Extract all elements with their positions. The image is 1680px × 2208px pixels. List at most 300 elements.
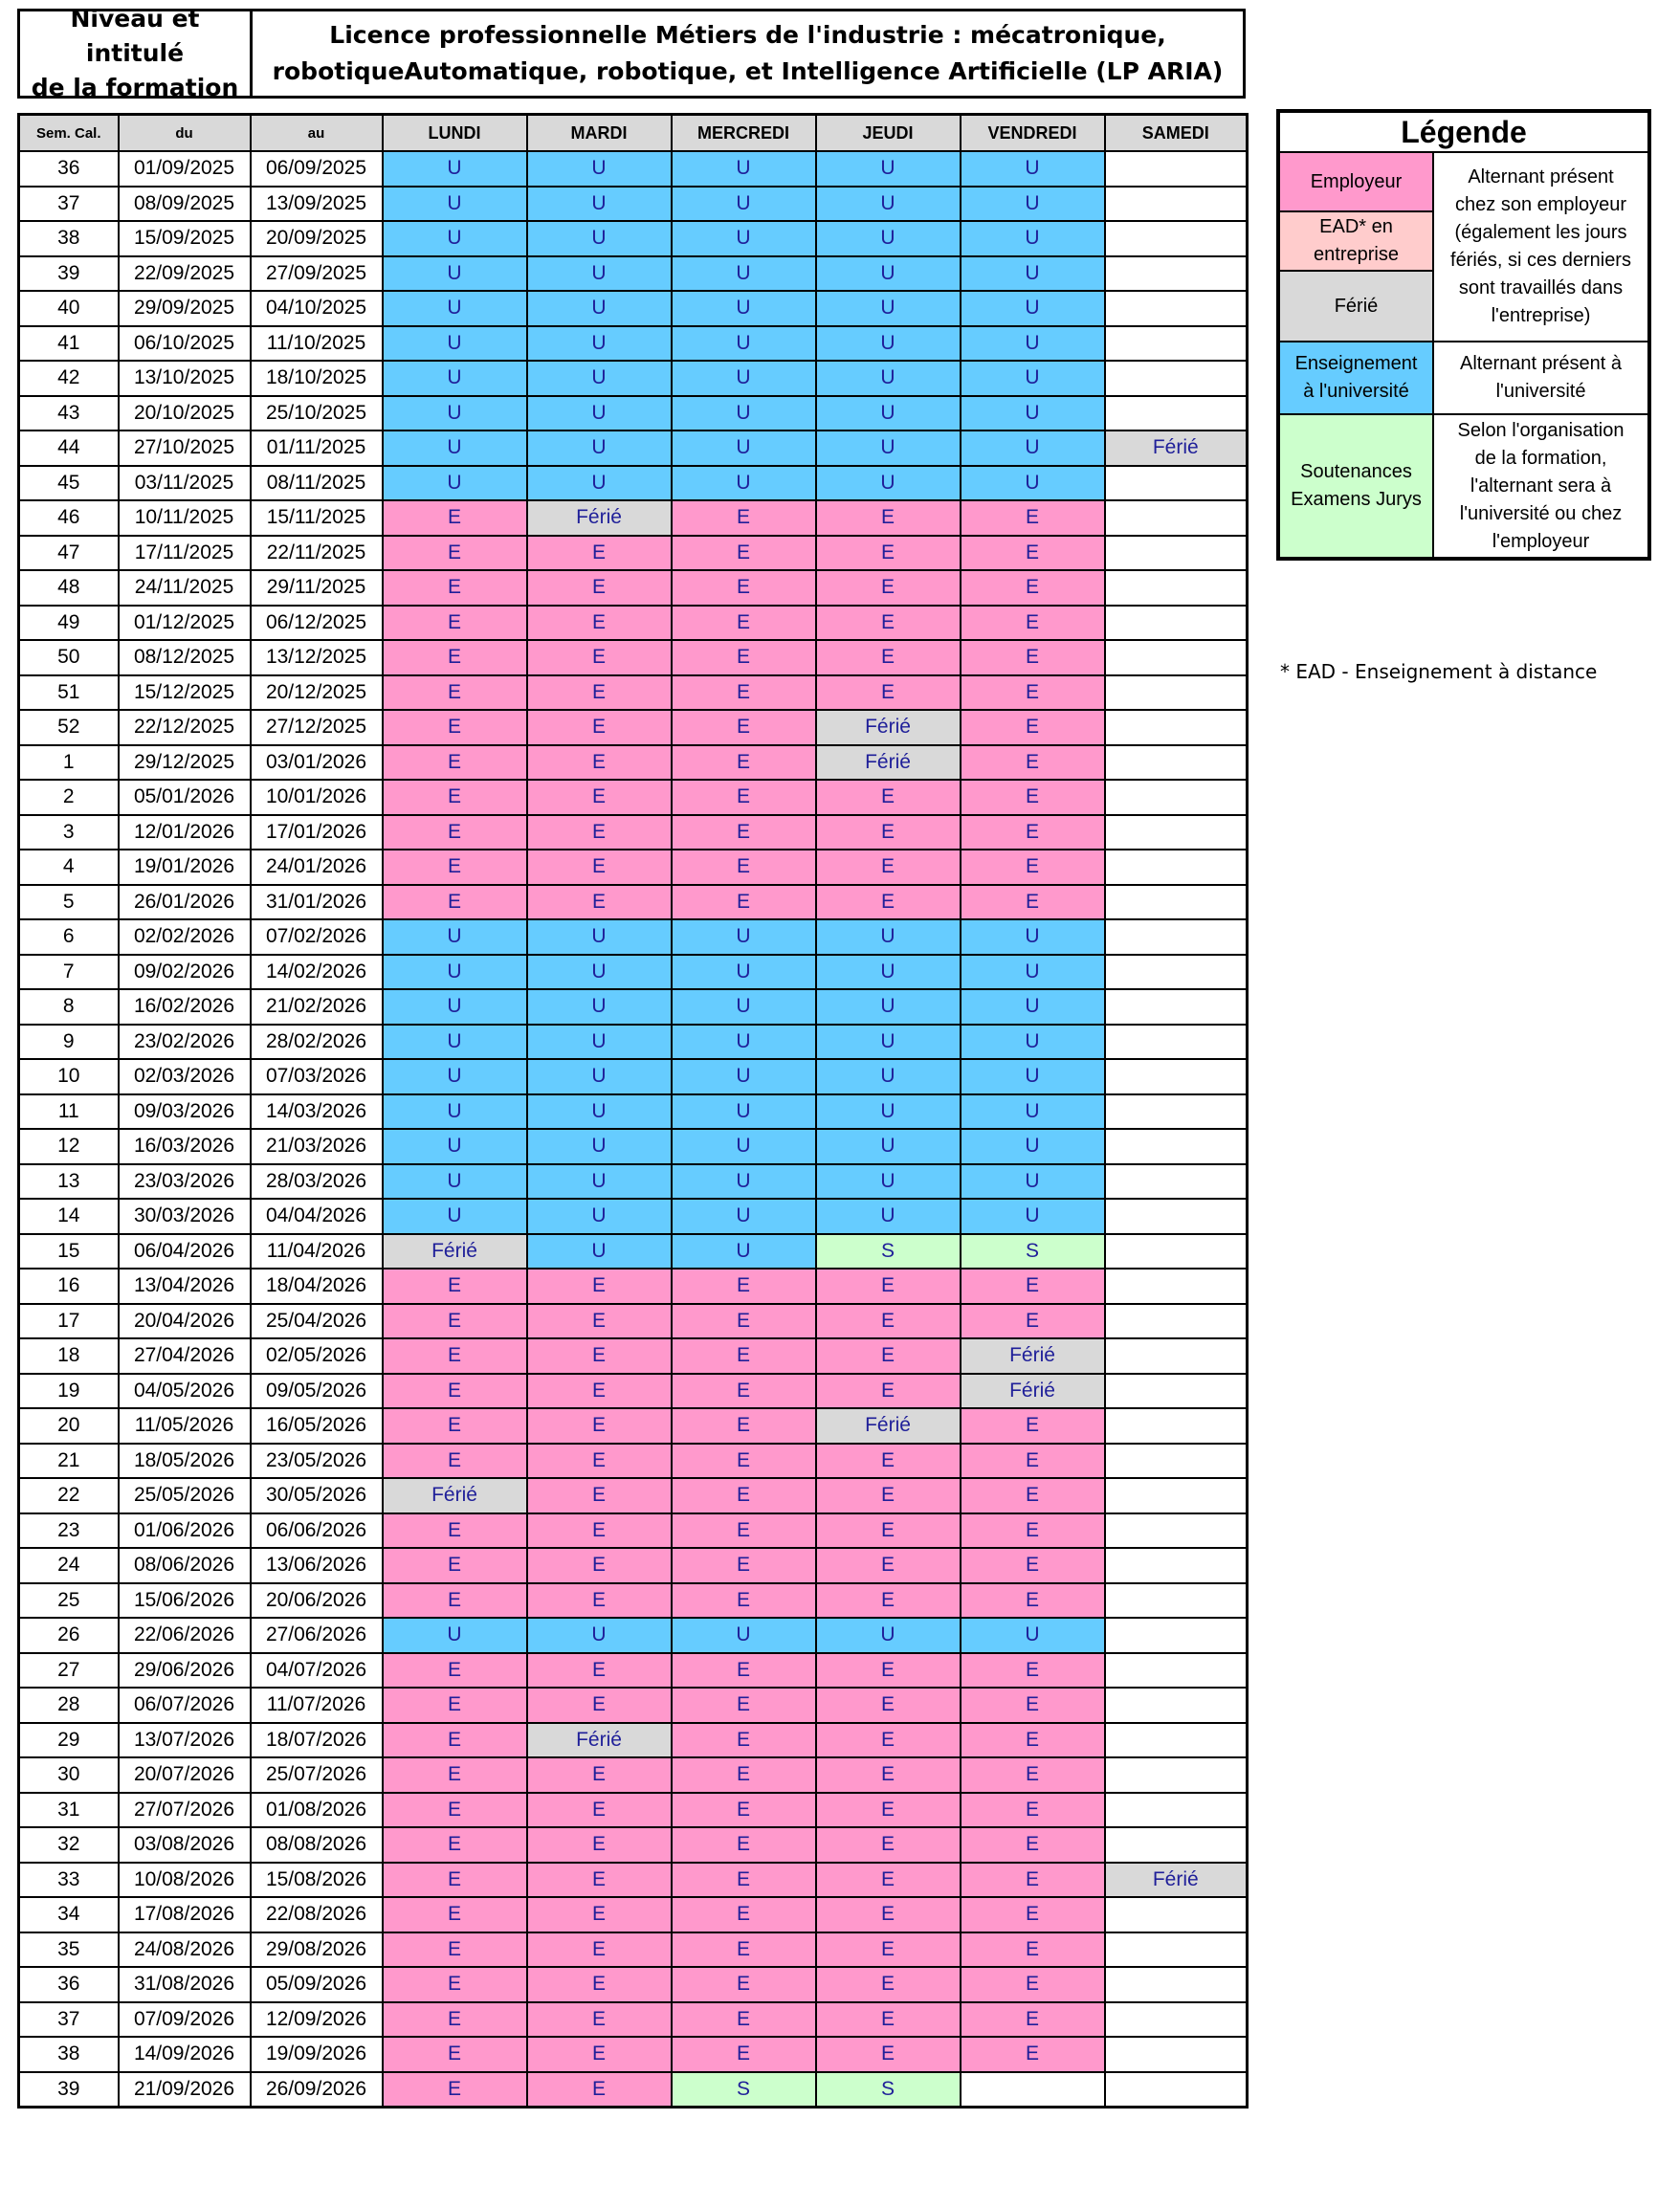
- date-from-cell: 09/02/2026: [119, 955, 251, 990]
- day-cell-jeudi: E: [816, 1653, 961, 1689]
- day-cell-jeudi: U: [816, 1025, 961, 1060]
- date-to-cell: 18/10/2025: [251, 361, 383, 396]
- date-from-cell: 27/04/2026: [119, 1338, 251, 1374]
- day-cell-vendredi: E: [961, 1548, 1105, 1583]
- day-cell-samedi: [1105, 256, 1248, 292]
- day-cell-lundi: U: [383, 466, 527, 501]
- day-cell-mercredi: E: [672, 1374, 816, 1409]
- week-number-cell: 22: [19, 1478, 119, 1513]
- table-row: [19, 1688, 1248, 1723]
- day-cell-vendredi: E: [961, 2037, 1105, 2072]
- col-header-samedi: SAMEDI: [1105, 115, 1248, 152]
- day-cell-mardi: U: [527, 1199, 672, 1234]
- day-cell-mardi: E: [527, 1863, 672, 1898]
- day-cell-jeudi: E: [816, 1757, 961, 1793]
- table-row: [19, 2037, 1248, 2072]
- day-cell-jeudi: U: [816, 291, 961, 326]
- week-number-cell: 20: [19, 1408, 119, 1444]
- date-from-cell: 14/09/2026: [119, 2037, 251, 2072]
- day-cell-mercredi: E: [672, 1444, 816, 1479]
- day-cell-mercredi: E: [672, 1338, 816, 1374]
- date-to-cell: 21/02/2026: [251, 989, 383, 1025]
- day-cell-jeudi: U: [816, 326, 961, 362]
- day-cell-lundi: E: [383, 1653, 527, 1689]
- day-cell-samedi: [1105, 1548, 1248, 1583]
- day-cell-mardi: E: [527, 2002, 672, 2038]
- table-row: [19, 466, 1248, 501]
- day-cell-mardi: E: [527, 640, 672, 675]
- day-cell-vendredi: E: [961, 1897, 1105, 1932]
- table-row: [19, 745, 1248, 781]
- day-cell-jeudi: U: [816, 919, 961, 955]
- day-cell-samedi: [1105, 1618, 1248, 1653]
- date-to-cell: 24/01/2026: [251, 850, 383, 885]
- col-header-jeudi: JEUDI: [816, 115, 961, 152]
- table-row: [19, 1304, 1248, 1339]
- date-to-cell: 11/07/2026: [251, 1688, 383, 1723]
- day-cell-mercredi: U: [672, 1199, 816, 1234]
- table-row: [19, 291, 1248, 326]
- table-row: [19, 2002, 1248, 2038]
- date-from-cell: 15/06/2026: [119, 1583, 251, 1619]
- legend-ferie-label: Férié: [1334, 295, 1379, 317]
- day-cell-jeudi: U: [816, 221, 961, 256]
- date-to-cell: 11/04/2026: [251, 1234, 383, 1270]
- day-cell-vendredi: U: [961, 396, 1105, 431]
- date-to-cell: 07/02/2026: [251, 919, 383, 955]
- day-cell-mercredi: U: [672, 919, 816, 955]
- week-number-cell: 21: [19, 1444, 119, 1479]
- table-row: [19, 361, 1248, 396]
- date-to-cell: 04/04/2026: [251, 1199, 383, 1234]
- week-number-cell: 26: [19, 1618, 119, 1653]
- legend-soutenances-desc-line: l'alternant sera à: [1470, 475, 1612, 497]
- day-cell-samedi: [1105, 1513, 1248, 1549]
- week-number-cell: 50: [19, 640, 119, 675]
- day-cell-samedi: [1105, 326, 1248, 362]
- day-cell-mercredi: E: [672, 1478, 816, 1513]
- day-cell-mardi: E: [527, 1688, 672, 1723]
- legend-soutenances-desc: [1433, 414, 1649, 559]
- table-row: [19, 1059, 1248, 1094]
- date-from-cell: 20/07/2026: [119, 1757, 251, 1793]
- day-cell-samedi: [1105, 500, 1248, 536]
- day-cell-samedi: [1105, 1793, 1248, 1828]
- day-cell-mercredi: E: [672, 1897, 816, 1932]
- date-from-cell: 01/09/2025: [119, 151, 251, 187]
- day-cell-mardi: E: [527, 675, 672, 711]
- day-cell-vendredi: U: [961, 466, 1105, 501]
- day-cell-vendredi: E: [961, 2002, 1105, 2038]
- date-to-cell: 08/08/2026: [251, 1827, 383, 1863]
- week-number-cell: 28: [19, 1688, 119, 1723]
- day-cell-vendredi: E: [961, 1408, 1105, 1444]
- day-cell-jeudi: E: [816, 1863, 961, 1898]
- day-cell-vendredi: U: [961, 1025, 1105, 1060]
- date-to-cell: 22/08/2026: [251, 1897, 383, 1932]
- date-from-cell: 11/05/2026: [119, 1408, 251, 1444]
- date-from-cell: 08/09/2025: [119, 187, 251, 222]
- day-cell-mercredi: S: [672, 2072, 816, 2108]
- day-cell-mercredi: U: [672, 151, 816, 187]
- day-cell-jeudi: E: [816, 500, 961, 536]
- date-to-cell: 03/01/2026: [251, 745, 383, 781]
- day-cell-jeudi: E: [816, 1478, 961, 1513]
- day-cell-lundi: E: [383, 1338, 527, 1374]
- day-cell-mercredi: E: [672, 1548, 816, 1583]
- date-from-cell: 01/12/2025: [119, 606, 251, 641]
- day-cell-mercredi: E: [672, 1827, 816, 1863]
- day-cell-mercredi: E: [672, 536, 816, 571]
- day-cell-mercredi: E: [672, 2037, 816, 2072]
- date-to-cell: 14/02/2026: [251, 955, 383, 990]
- day-cell-lundi: E: [383, 1793, 527, 1828]
- day-cell-mercredi: E: [672, 1723, 816, 1758]
- legend-table: [1276, 109, 1651, 561]
- day-cell-samedi: [1105, 1653, 1248, 1689]
- week-number-cell: 29: [19, 1723, 119, 1758]
- week-number-cell: 23: [19, 1513, 119, 1549]
- day-cell-lundi: U: [383, 989, 527, 1025]
- day-cell-mardi: U: [527, 955, 672, 990]
- table-row: [19, 187, 1248, 222]
- date-to-cell: 10/01/2026: [251, 780, 383, 815]
- day-cell-mardi: E: [527, 1478, 672, 1513]
- day-cell-samedi: [1105, 1059, 1248, 1094]
- day-cell-vendredi: E: [961, 1863, 1105, 1898]
- legend-ead-line2: entreprise: [1314, 244, 1399, 265]
- day-cell-jeudi: S: [816, 1234, 961, 1270]
- day-cell-vendredi: E: [961, 850, 1105, 885]
- day-cell-samedi: [1105, 640, 1248, 675]
- day-cell-jeudi: E: [816, 1444, 961, 1479]
- date-to-cell: 17/01/2026: [251, 815, 383, 850]
- day-cell-lundi: E: [383, 2037, 527, 2072]
- day-cell-samedi: [1105, 1688, 1248, 1723]
- legend-soutenances: [1278, 414, 1433, 559]
- date-to-cell: 13/09/2025: [251, 187, 383, 222]
- day-cell-vendredi: E: [961, 1444, 1105, 1479]
- date-to-cell: 09/05/2026: [251, 1374, 383, 1409]
- legend-ead: [1278, 211, 1433, 271]
- week-number-cell: 11: [19, 1094, 119, 1130]
- day-cell-lundi: U: [383, 1025, 527, 1060]
- day-cell-jeudi: U: [816, 1164, 961, 1200]
- day-cell-samedi: [1105, 291, 1248, 326]
- day-cell-jeudi: U: [816, 256, 961, 292]
- day-cell-jeudi: E: [816, 1513, 961, 1549]
- table-row: [19, 885, 1248, 920]
- day-cell-lundi: E: [383, 500, 527, 536]
- day-cell-jeudi: E: [816, 536, 961, 571]
- day-cell-vendredi: E: [961, 640, 1105, 675]
- legend-employeur-label: Employeur: [1310, 170, 1403, 192]
- date-from-cell: 08/06/2026: [119, 1548, 251, 1583]
- day-cell-mardi: E: [527, 1374, 672, 1409]
- day-cell-jeudi: U: [816, 151, 961, 187]
- table-row: [19, 326, 1248, 362]
- table-row: [19, 1583, 1248, 1619]
- date-from-cell: 24/08/2026: [119, 1932, 251, 1968]
- legend-employer-desc-line: Alternant présent: [1468, 166, 1614, 188]
- week-number-cell: 25: [19, 1583, 119, 1619]
- date-from-cell: 29/12/2025: [119, 745, 251, 781]
- col-header-au: au: [251, 115, 383, 152]
- day-cell-samedi: [1105, 221, 1248, 256]
- table-row: [19, 1164, 1248, 1200]
- day-cell-vendredi: E: [961, 1653, 1105, 1689]
- date-to-cell: 23/05/2026: [251, 1444, 383, 1479]
- day-cell-lundi: E: [383, 1548, 527, 1583]
- week-number-cell: 33: [19, 1863, 119, 1898]
- day-cell-mardi: E: [527, 815, 672, 850]
- day-cell-lundi: E: [383, 815, 527, 850]
- day-cell-vendredi: E: [961, 745, 1105, 781]
- day-cell-samedi: [1105, 1374, 1248, 1409]
- date-from-cell: 27/10/2025: [119, 431, 251, 466]
- day-cell-mardi: E: [527, 570, 672, 606]
- legend-universite-line2: à l'université: [1303, 381, 1409, 402]
- day-cell-mercredi: E: [672, 780, 816, 815]
- day-cell-jeudi: E: [816, 1548, 961, 1583]
- day-cell-jeudi: E: [816, 885, 961, 920]
- day-cell-mardi: E: [527, 1653, 672, 1689]
- day-cell-mercredi: U: [672, 1618, 816, 1653]
- day-cell-lundi: E: [383, 1827, 527, 1863]
- day-cell-lundi: E: [383, 1304, 527, 1339]
- day-cell-lundi: E: [383, 1688, 527, 1723]
- day-cell-samedi: [1105, 466, 1248, 501]
- day-cell-lundi: E: [383, 1897, 527, 1932]
- day-cell-lundi: U: [383, 955, 527, 990]
- week-number-cell: 1: [19, 745, 119, 781]
- day-cell-jeudi: Férié: [816, 1408, 961, 1444]
- week-number-cell: 37: [19, 187, 119, 222]
- day-cell-mardi: U: [527, 396, 672, 431]
- day-cell-mardi: U: [527, 1059, 672, 1094]
- day-cell-mardi: E: [527, 606, 672, 641]
- day-cell-samedi: [1105, 675, 1248, 711]
- day-cell-samedi: [1105, 989, 1248, 1025]
- day-cell-mercredi: U: [672, 291, 816, 326]
- day-cell-mercredi: E: [672, 1408, 816, 1444]
- legend-universite: [1278, 342, 1433, 414]
- day-cell-mercredi: E: [672, 815, 816, 850]
- legend-soutenances-desc-line: l'employeur: [1492, 530, 1590, 552]
- day-cell-vendredi: E: [961, 1513, 1105, 1549]
- day-cell-samedi: [1105, 606, 1248, 641]
- day-cell-mercredi: U: [672, 396, 816, 431]
- table-row: [19, 1444, 1248, 1479]
- date-to-cell: 04/10/2025: [251, 291, 383, 326]
- formation-title-line2: robotiqueAutomatique, robotique, et Intelligence Artificielle (LP ARIA): [272, 57, 1224, 85]
- day-cell-vendredi: E: [961, 1723, 1105, 1758]
- day-cell-samedi: [1105, 536, 1248, 571]
- day-cell-mercredi: U: [672, 955, 816, 990]
- day-cell-mercredi: E: [672, 675, 816, 711]
- day-cell-mercredi: E: [672, 2002, 816, 2038]
- day-cell-samedi: [1105, 1408, 1248, 1444]
- formation-header: [17, 5, 1246, 101]
- date-to-cell: 22/11/2025: [251, 536, 383, 571]
- date-from-cell: 04/05/2026: [119, 1374, 251, 1409]
- day-cell-vendredi: U: [961, 1618, 1105, 1653]
- day-cell-lundi: U: [383, 1094, 527, 1130]
- day-cell-mardi: E: [527, 1827, 672, 1863]
- day-cell-mardi: E: [527, 1269, 672, 1304]
- date-from-cell: 06/10/2025: [119, 326, 251, 362]
- day-cell-lundi: U: [383, 256, 527, 292]
- date-to-cell: 28/03/2026: [251, 1164, 383, 1200]
- formation-title: [253, 11, 1243, 96]
- day-cell-jeudi: Férié: [816, 745, 961, 781]
- week-number-cell: 41: [19, 326, 119, 362]
- date-to-cell: 21/03/2026: [251, 1129, 383, 1164]
- week-number-cell: 17: [19, 1304, 119, 1339]
- day-cell-jeudi: E: [816, 2002, 961, 2038]
- date-from-cell: 22/06/2026: [119, 1618, 251, 1653]
- week-number-cell: 3: [19, 815, 119, 850]
- day-cell-lundi: E: [383, 570, 527, 606]
- day-cell-samedi: [1105, 1932, 1248, 1968]
- legend-title: Légende: [1278, 111, 1649, 152]
- day-cell-mercredi: E: [672, 850, 816, 885]
- day-cell-vendredi: E: [961, 1793, 1105, 1828]
- table-row: [19, 1618, 1248, 1653]
- table-row: [19, 221, 1248, 256]
- day-cell-mercredi: E: [672, 570, 816, 606]
- date-from-cell: 17/11/2025: [119, 536, 251, 571]
- day-cell-samedi: [1105, 1234, 1248, 1270]
- formation-label-line2: de la formation: [31, 74, 239, 101]
- col-header-mardi: MARDI: [527, 115, 672, 152]
- table-row: [19, 256, 1248, 292]
- day-cell-vendredi: Férié: [961, 1338, 1105, 1374]
- date-from-cell: 10/11/2025: [119, 500, 251, 536]
- date-from-cell: 30/03/2026: [119, 1199, 251, 1234]
- day-cell-vendredi: U: [961, 1059, 1105, 1094]
- date-from-cell: 25/05/2026: [119, 1478, 251, 1513]
- day-cell-lundi: U: [383, 919, 527, 955]
- day-cell-jeudi: E: [816, 570, 961, 606]
- day-cell-samedi: [1105, 1583, 1248, 1619]
- week-number-cell: 18: [19, 1338, 119, 1374]
- date-from-cell: 01/06/2026: [119, 1513, 251, 1549]
- week-number-cell: 14: [19, 1199, 119, 1234]
- table-row: [19, 2072, 1248, 2108]
- day-cell-lundi: U: [383, 361, 527, 396]
- date-to-cell: 06/09/2025: [251, 151, 383, 187]
- day-cell-samedi: [1105, 570, 1248, 606]
- day-cell-vendredi: E: [961, 606, 1105, 641]
- day-cell-vendredi: U: [961, 151, 1105, 187]
- day-cell-jeudi: U: [816, 1094, 961, 1130]
- day-cell-mercredi: U: [672, 989, 816, 1025]
- day-cell-vendredi: U: [961, 1164, 1105, 1200]
- day-cell-lundi: E: [383, 2002, 527, 2038]
- day-cell-mercredi: E: [672, 1513, 816, 1549]
- legend-ferie: [1278, 271, 1433, 342]
- day-cell-vendredi: E: [961, 710, 1105, 745]
- day-cell-jeudi: E: [816, 1793, 961, 1828]
- day-cell-vendredi: Férié: [961, 1374, 1105, 1409]
- day-cell-samedi: [1105, 710, 1248, 745]
- date-from-cell: 16/03/2026: [119, 1129, 251, 1164]
- table-row: [19, 1863, 1248, 1898]
- day-cell-lundi: E: [383, 780, 527, 815]
- day-cell-lundi: U: [383, 1059, 527, 1094]
- date-from-cell: 08/12/2025: [119, 640, 251, 675]
- day-cell-samedi: [1105, 1094, 1248, 1130]
- day-cell-jeudi: E: [816, 675, 961, 711]
- week-number-cell: 48: [19, 570, 119, 606]
- day-cell-mardi: Férié: [527, 1723, 672, 1758]
- table-row: [19, 500, 1248, 536]
- day-cell-lundi: E: [383, 1269, 527, 1304]
- day-cell-lundi: U: [383, 1199, 527, 1234]
- day-cell-vendredi: U: [961, 431, 1105, 466]
- day-cell-mardi: E: [527, 1757, 672, 1793]
- date-to-cell: 01/08/2026: [251, 1793, 383, 1828]
- date-to-cell: 25/10/2025: [251, 396, 383, 431]
- day-cell-lundi: U: [383, 431, 527, 466]
- date-to-cell: 12/09/2026: [251, 2002, 383, 2038]
- day-cell-jeudi: E: [816, 1827, 961, 1863]
- day-cell-lundi: E: [383, 1757, 527, 1793]
- week-number-cell: 46: [19, 500, 119, 536]
- day-cell-samedi: [1105, 361, 1248, 396]
- date-to-cell: 04/07/2026: [251, 1653, 383, 1689]
- day-cell-mercredi: U: [672, 1129, 816, 1164]
- day-cell-mercredi: U: [672, 187, 816, 222]
- day-cell-mercredi: E: [672, 745, 816, 781]
- week-number-cell: 16: [19, 1269, 119, 1304]
- day-cell-samedi: [1105, 745, 1248, 781]
- date-from-cell: 16/02/2026: [119, 989, 251, 1025]
- day-cell-mardi: E: [527, 885, 672, 920]
- day-cell-samedi: [1105, 815, 1248, 850]
- day-cell-vendredi: E: [961, 1757, 1105, 1793]
- day-cell-jeudi: E: [816, 1967, 961, 2002]
- date-to-cell: 20/09/2025: [251, 221, 383, 256]
- date-from-cell: 06/07/2026: [119, 1688, 251, 1723]
- day-cell-lundi: E: [383, 1932, 527, 1968]
- date-to-cell: 25/04/2026: [251, 1304, 383, 1339]
- week-number-cell: 39: [19, 256, 119, 292]
- day-cell-mardi: E: [527, 780, 672, 815]
- date-to-cell: 20/12/2025: [251, 675, 383, 711]
- table-row: [19, 1094, 1248, 1130]
- table-row: [19, 1513, 1248, 1549]
- day-cell-mardi: U: [527, 221, 672, 256]
- day-cell-mercredi: U: [672, 1094, 816, 1130]
- day-cell-mardi: E: [527, 1897, 672, 1932]
- day-cell-jeudi: E: [816, 1932, 961, 1968]
- date-to-cell: 20/06/2026: [251, 1583, 383, 1619]
- date-from-cell: 31/08/2026: [119, 1967, 251, 2002]
- date-to-cell: 27/12/2025: [251, 710, 383, 745]
- week-number-cell: 36: [19, 1967, 119, 2002]
- day-cell-mercredi: E: [672, 1653, 816, 1689]
- day-cell-jeudi: U: [816, 396, 961, 431]
- table-row: [19, 1199, 1248, 1234]
- day-cell-samedi: [1105, 1757, 1248, 1793]
- col-header-du: du: [119, 115, 251, 152]
- day-cell-vendredi: E: [961, 1827, 1105, 1863]
- day-cell-jeudi: E: [816, 1269, 961, 1304]
- day-cell-samedi: [1105, 1827, 1248, 1863]
- day-cell-samedi: [1105, 1723, 1248, 1758]
